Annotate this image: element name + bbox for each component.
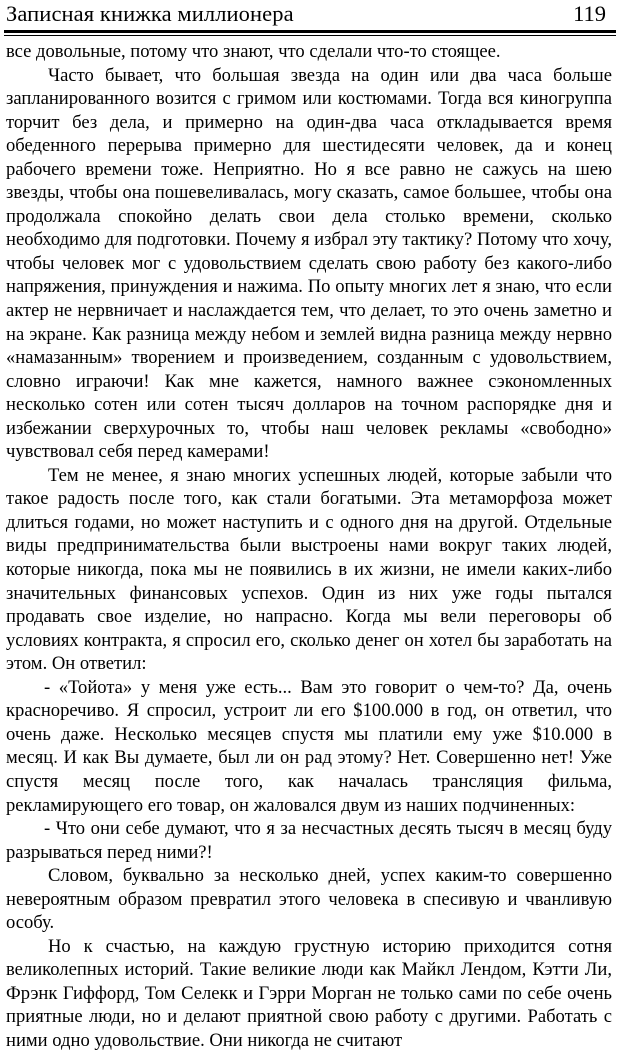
paragraph-5-dialogue: - Что они себе думают, что я за несчастных десять тысяч в месяц буду разрываться перед ними?! xyxy=(6,818,612,863)
paragraph-4-dialogue: - «Тойота» у меня уже есть... Вам это говорит о чем-то? Да, очень красноречиво. Я спросил, устроит ли его $100.000 в год, он ответил, что очень даже. Несколько месяцев спустя мы платили ему уже $10.000 в месяц. И как Вы думаете, был ли он рад этому? Нет. Совершенно нет! Уже спустя месяц после того, как началась трансляция фильма, рекламирующего его товар, он жаловался двум из наших подчиненных: xyxy=(6,676,612,816)
page-number: 119 xyxy=(573,1,606,26)
paragraph-2: Часто бывает, что большая звезда на один или два часа больше запланированного возится с гримом или костюмами. Тогда вся киногруппа торчит без дела, и примерно на один-два часа откладывается время обеденного перерыва примерно для шестидесяти человек, да и конец рабочего времени тоже. Неприятно. Но я все равно не сажусь на шею звезды, чтобы она пошевеливалась, могу сказать, самое большее, чтобы она продолжала спокойно делать свои дела столько времени, сколько необходимо для подготовки. Почему я избрал эту тактику? Потому что хочу, чтобы человек мог с удовольствием сделать свою работу без какого-либо напряжения, принуждения и нажима. По опыту многих лет я знаю, что если актер не нервничает и наслаждается тем, что делает, то это очень заметно и на экране. Как разница между небом и землей видна разница между нервно «намазанным» творением и произведением, созданным с удовольствием, словно играючи! Как мне кажется, намного важнее сэкономленных несколько сотен или сотен тысяч долларов на точном распорядке дня и избежании сверхурочных то, чтобы наш человек рекламы «свободно» чувствовал себя перед камерами! xyxy=(6,64,612,463)
body-text xyxy=(4,40,616,1053)
paragraph-1: все довольные, потому что знают, что сделали что-то стоящее. xyxy=(6,41,501,62)
book-title: Записная книжка миллионера xyxy=(6,1,294,26)
paragraph-7: Но к счастью, на каждую грустную историю приходится сотня великолепных историй. Такие великие люди как Майкл Лендом, Кэтти Ли, Фрэнк Гиффорд, Том Селекк и Гэрри Морган не только сами по себе очень приятные люди, но и делают приятной свою работу с другими. Работать с ними одно удовольствие. Они никогда не считают xyxy=(6,935,612,1051)
header-rule-thin xyxy=(4,35,616,36)
paragraph-6: Словом, буквально за несколько дней, успех каким-то совершенно невероятным образом превратил этого человека в спесивую и чванливую особу. xyxy=(6,865,612,934)
paragraph-3: Тем не менее, я знаю многих успешных людей, которые забыли что такое радость после того, как стали богатыми. Эта метаморфоза может длиться годами, но может наступить и с одного дня на другой. Отдельные виды предпринимательства были выстроены нами вокруг таких людей, которые никогда, пока мы не появились в их жизни, не имели каких-либо значительных финансовых успехов. Один из них уже годы пытался продавать свое изделие, но напрасно. Когда мы вели переговоры об условиях контракта, я спросил его, сколько денег он хотел бы заработать на этом. Он ответил: xyxy=(6,464,612,675)
running-head xyxy=(4,0,616,26)
